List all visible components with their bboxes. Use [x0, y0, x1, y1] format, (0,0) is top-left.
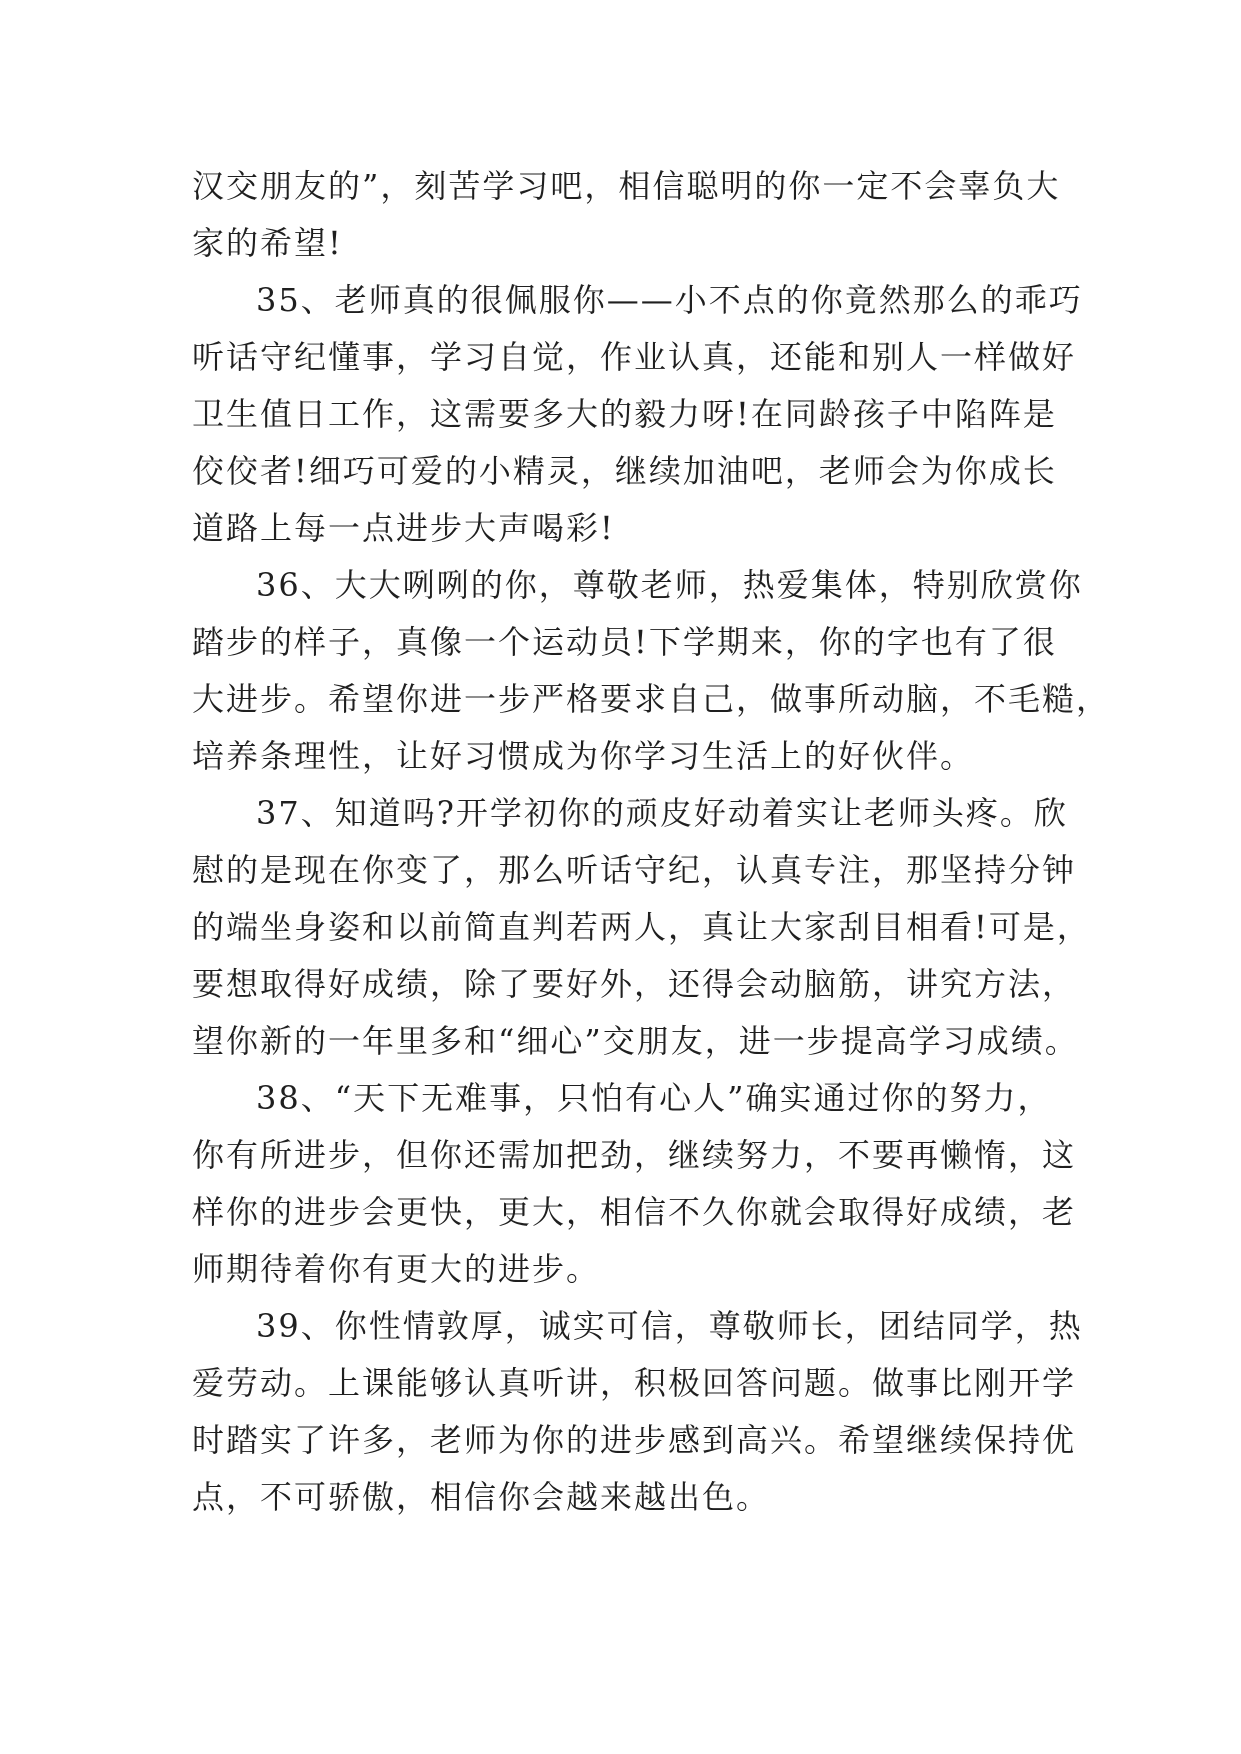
text-line: 的端坐身姿和以前简直判若两人，真让大家刮目相看!可是， — [192, 908, 1091, 946]
text-line: 培养条理性，让好习惯成为你学习生活上的好伙伴。 — [192, 737, 975, 775]
text-line: 师期待着你有更大的进步。 — [192, 1250, 601, 1288]
paragraph-39-first-line: 39、你性情敦厚，诚实可信，尊敬师长，团结同学，热 — [256, 1307, 1083, 1345]
text-line: 汉交朋友的”，刻苦学习吧，相信聪明的你一定不会辜负大 — [192, 167, 1061, 205]
text-line: 大进步。希望你进一步严格要求自己，做事所动脑，不毛糙， — [192, 680, 1111, 718]
text-line: 家的希望! — [192, 224, 343, 262]
text-line: 听话守纪懂事，学习自觉，作业认真，还能和别人一样做好 — [192, 338, 1077, 376]
text-line: 样你的进步会更快，更大，相信不久你就会取得好成绩，老 — [192, 1193, 1077, 1231]
text-line: 卫生值日工作，这需要多大的毅力呀!在同龄孩子中陷阵是 — [192, 395, 1057, 433]
text-line: 要想取得好成绩，除了要好外，还得会动脑筋，讲究方法， — [192, 965, 1077, 1003]
text-line: 点，不可骄傲，相信你会越来越出色。 — [192, 1478, 771, 1516]
paragraph-36-first-line: 36、大大咧咧的你，尊敬老师，热爱集体，特别欣赏你 — [256, 566, 1083, 604]
text-line: 你有所进步，但你还需加把劲，继续努力，不要再懒惰，这 — [192, 1136, 1077, 1174]
paragraph-38-first-line: 38、“天下无难事，只怕有心人”确实通过你的努力， — [256, 1079, 1052, 1117]
text-line: 望你新的一年里多和“细心”交朋友，进一步提高学习成绩。 — [192, 1022, 1079, 1060]
text-line: 慰的是现在你变了，那么听话守纪，认真专注，那坚持分钟 — [192, 851, 1077, 889]
paragraph-35-first-line: 35、老师真的很佩服你——小不点的你竟然那么的乖巧 — [256, 281, 1083, 319]
text-line: 踏步的样子，真像一个运动员!下学期来，你的字也有了很 — [192, 623, 1057, 661]
text-line: 道路上每一点进步大声喝彩! — [192, 509, 615, 547]
text-line: 时踏实了许多，老师为你的进步感到高兴。希望继续保持优 — [192, 1421, 1077, 1459]
document-body — [192, 158, 1111, 1526]
text-line: 爱劳动。上课能够认真听讲，积极回答问题。做事比刚开学 — [192, 1364, 1077, 1402]
paragraph-37-first-line: 37、知道吗?开学初你的顽皮好动着实让老师头疼。欣 — [256, 794, 1068, 832]
text-line: 佼佼者!细巧可爱的小精灵，继续加油吧，老师会为你成长 — [192, 452, 1057, 490]
